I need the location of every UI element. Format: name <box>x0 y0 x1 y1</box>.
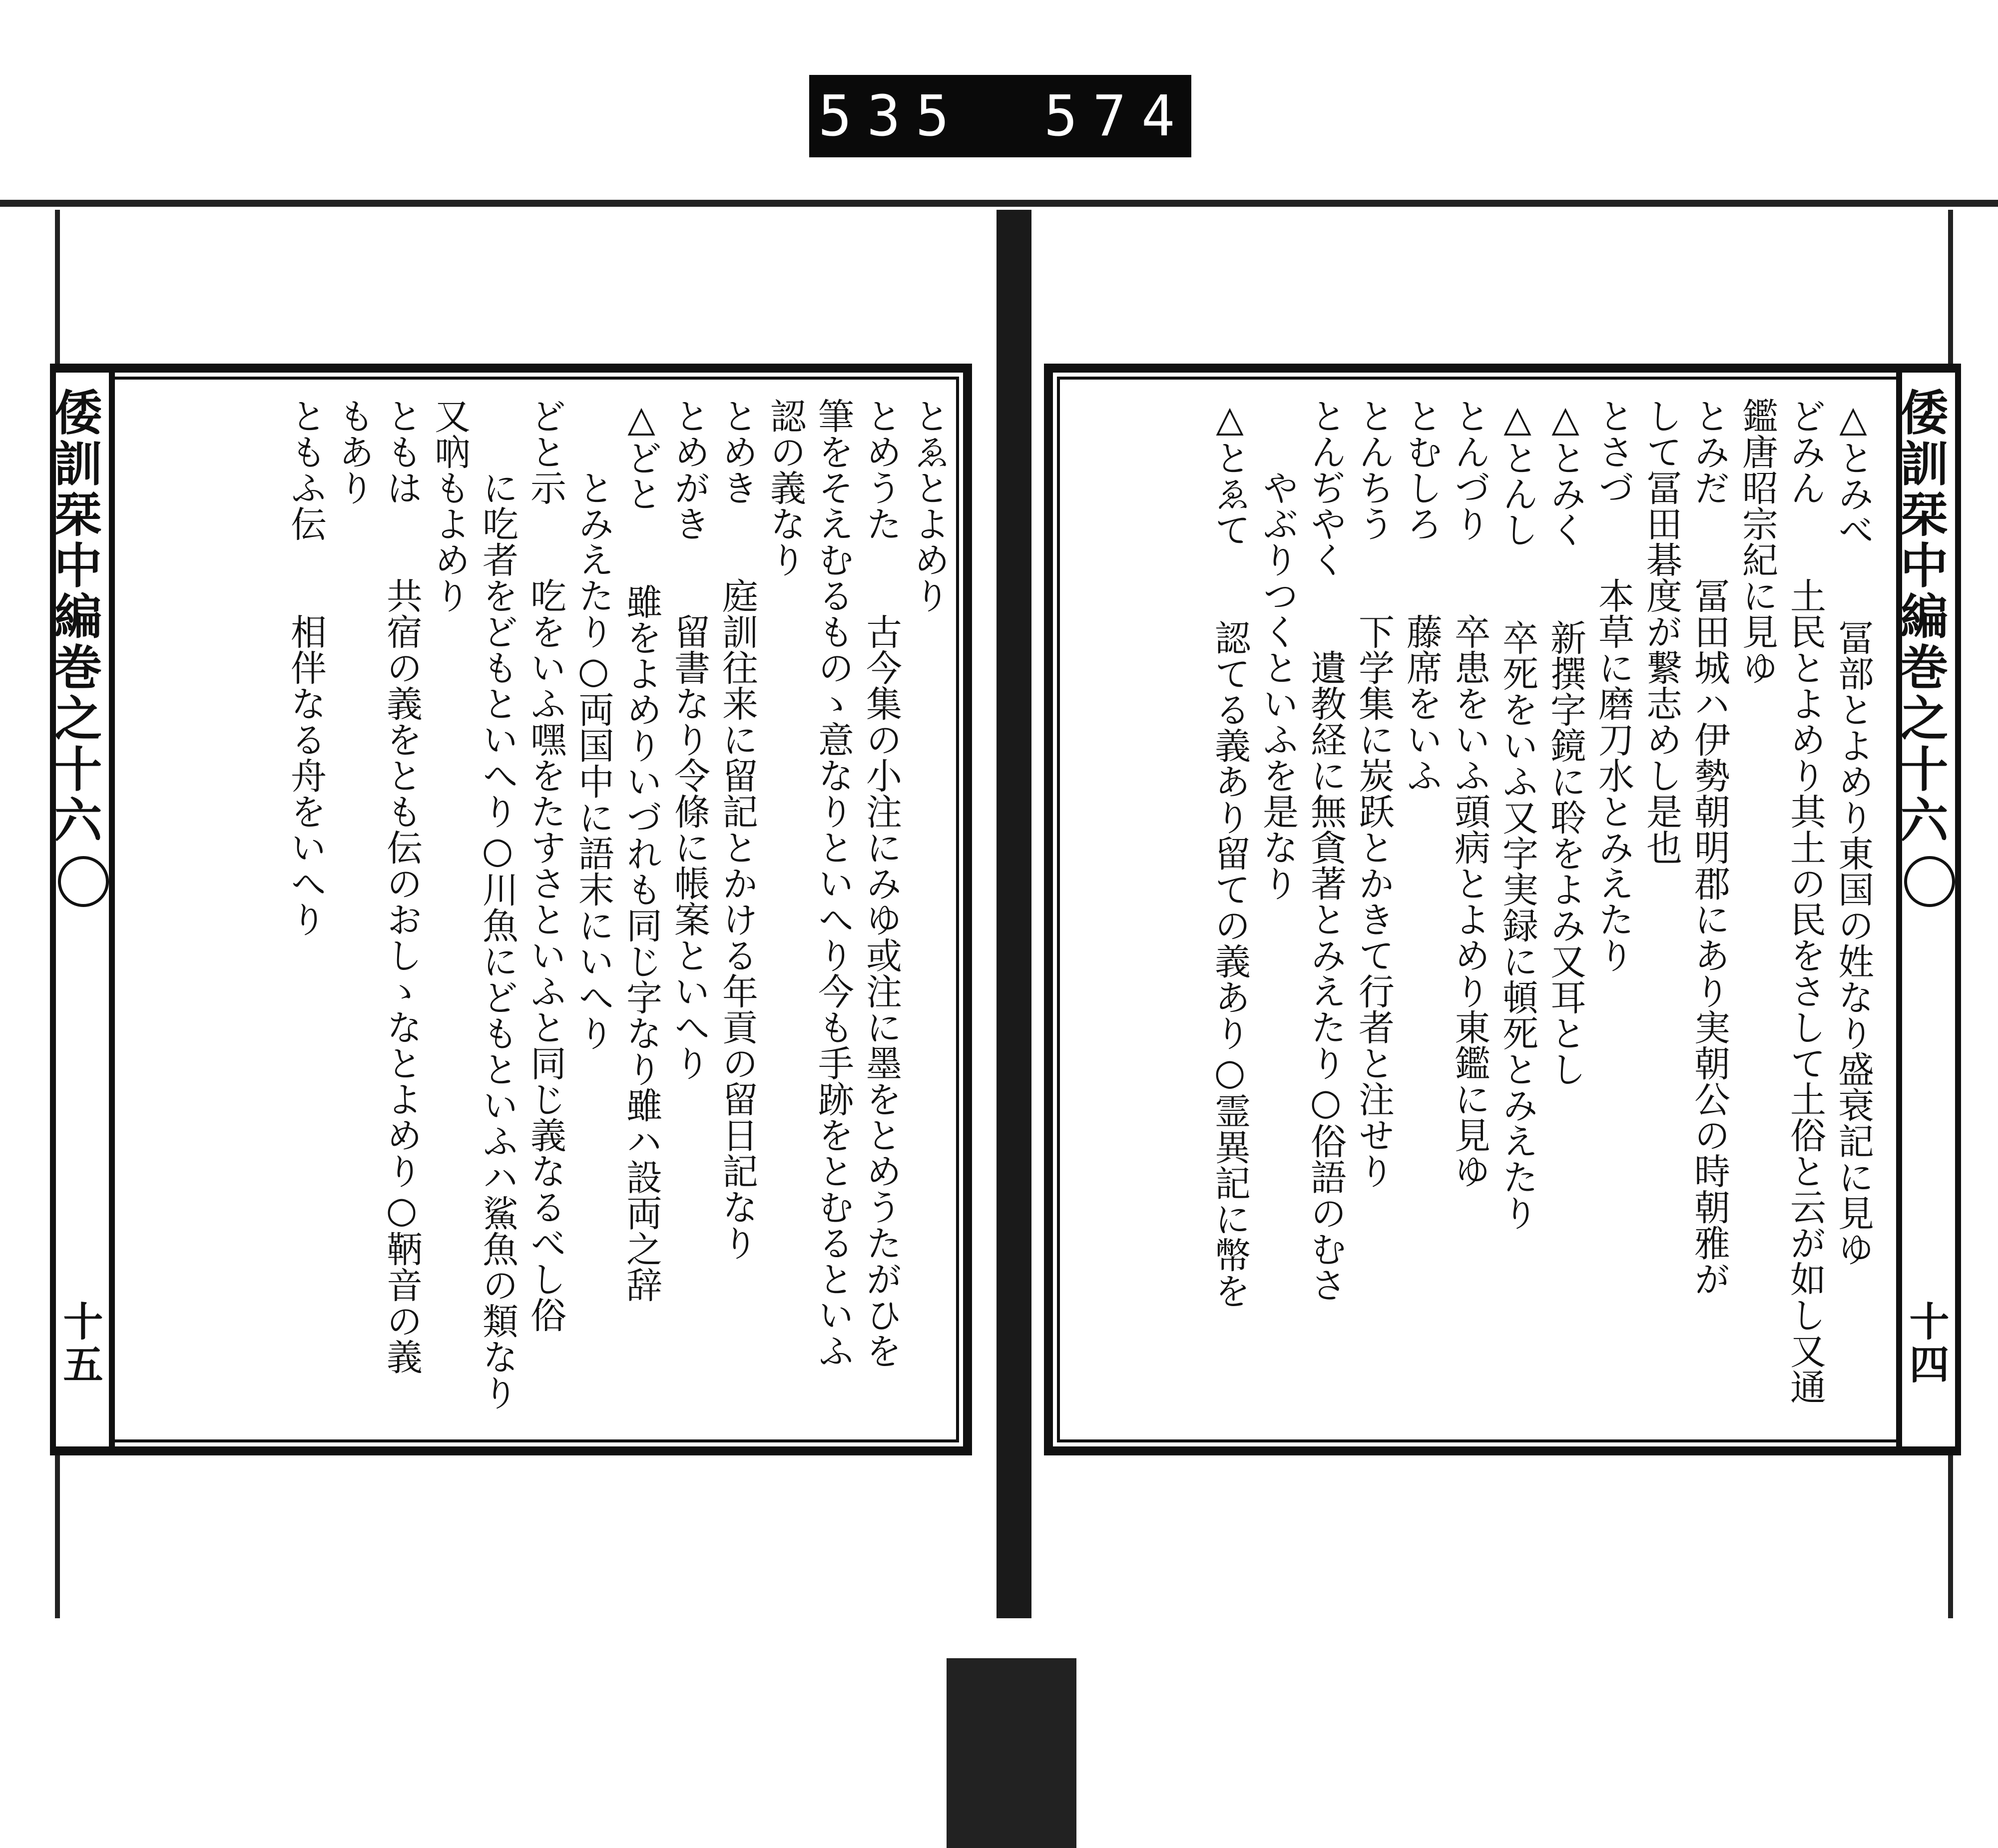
text-column: △とみく 新撰字鏡に聆をよみ又耳とし <box>1544 398 1586 1087</box>
text-column: 筆をそえむるものゝ意なりといへり今も手跡をとむるといふ <box>812 398 854 1369</box>
text-column: とさづ 本草に磨刀水とみえたり <box>1592 398 1634 973</box>
margin-circle-mark <box>1904 856 1955 907</box>
margin-circle-mark <box>58 856 109 907</box>
margin-book-title: 倭訓栞 <box>1893 388 1949 540</box>
margin-book-title: 倭訓栞 <box>46 388 103 540</box>
archive-number-right: 574 <box>1044 84 1190 149</box>
archive-label <box>809 75 1191 157</box>
left-page-margin-title <box>46 373 115 1446</box>
book-spine <box>997 210 1031 1618</box>
text-column: △とんし 卒死をいふ又字実録に頓死とみえたり <box>1497 398 1538 1231</box>
text-column: どと示 吃をいふ嘿をたすさといふと同じ義なるべし俗 <box>524 398 566 1333</box>
scan-top-rule <box>0 200 1998 207</box>
right-page <box>1044 364 1961 1455</box>
left-page-text <box>134 398 953 1426</box>
text-column: △とゑて 認てる義あり留ての義あり○霊異記に幣を <box>1209 398 1251 1309</box>
text-column: とんちう 下学集に炭跃とかきて行者と注せり <box>1353 398 1395 1189</box>
text-column: やぶりつくといふを是なり <box>1257 398 1299 901</box>
text-column: △どと 雖をよめりいづれも同じ字なり雖ハ設両之辞 <box>620 398 662 1303</box>
text-column: に吃者をどもといへり○川魚にどもといふハ鯊魚の類なり <box>477 398 518 1410</box>
text-column: とむしろ 藤席をいふ <box>1401 398 1443 793</box>
right-page-margin-title <box>1893 373 1961 1446</box>
text-column: とみだ 冨田城ハ伊勢朝明郡にあり実朝公の時朝雅が <box>1688 398 1730 1297</box>
margin-section: 中編巻之十六 <box>46 540 103 846</box>
archive-number-left: 535 <box>818 84 965 149</box>
text-column: どみん 土民とよめり其土の民をさして土俗と云が如し又通 <box>1784 398 1826 1404</box>
text-column: 又吶もよめり <box>429 398 471 613</box>
text-column: とめがき 留書なり令條に帳案といへり <box>668 398 710 1081</box>
text-column: ともふ伝 相伴なる舟をいへり <box>285 398 327 937</box>
text-column: 鑑唐昭宗紀に見ゆ <box>1736 398 1778 685</box>
text-column: とんづり 卒患をいふ頭病とよめり東鑑に見ゆ <box>1449 398 1491 1189</box>
open-book-spread <box>30 210 1978 1618</box>
right-page-text <box>1068 398 1877 1426</box>
text-column: とんぢやく 遺教経に無貪著とみえたり○俗語のむさ <box>1305 398 1347 1303</box>
margin-folio: 十五 <box>56 1301 103 1386</box>
spine-tab <box>947 1658 1076 1848</box>
text-column: とみえたり○両国中に語末にいへり <box>572 398 614 1051</box>
text-column: とめき 庭訓往来に留記とかける年貢の留日記なり <box>716 398 758 1261</box>
text-column: とめうた 古今集の小注にみゆ或注に墨をとめうたがひを <box>860 398 902 1369</box>
text-column: もあり <box>333 398 375 505</box>
text-column: とゑとよめり <box>908 398 950 613</box>
text-column: して冨田碁度が繋志めし是也 <box>1640 398 1682 865</box>
text-column: △とみべ 冨部とよめり東国の姓なり盛衰記に見ゆ <box>1832 398 1874 1267</box>
text-column: 認の義なり <box>764 398 806 577</box>
text-column: ともは 共宿の義をとも伝のおしゝなとよめり○鞆音の義 <box>381 398 423 1375</box>
left-page <box>46 364 972 1455</box>
margin-folio: 十四 <box>1903 1301 1950 1386</box>
margin-section: 中編巻之十六 <box>1893 540 1949 846</box>
